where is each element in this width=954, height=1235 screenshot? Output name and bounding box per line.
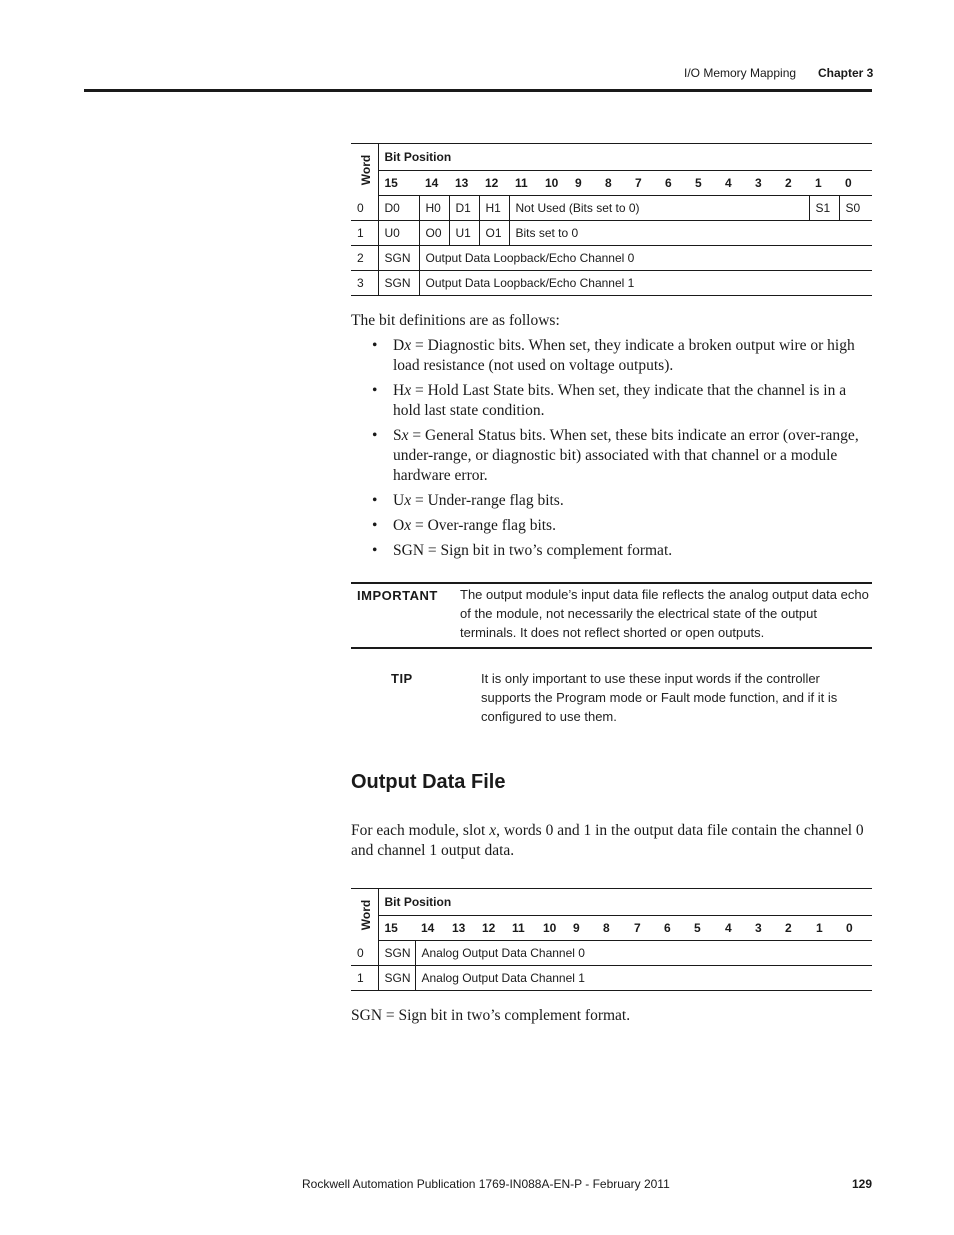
bit-header: 7 <box>628 916 658 941</box>
definitions-intro: The bit definitions are as follows: <box>351 312 560 329</box>
bit-prefix: D <box>393 337 405 354</box>
definitions-list <box>372 336 872 566</box>
bit-header: 12 <box>476 916 506 941</box>
sgn-note: SGN = Sign bit in two’s complement format. <box>351 1007 631 1024</box>
bit-description: = Over-range flag bits. <box>411 517 556 534</box>
cell: D0 <box>378 196 419 221</box>
table-row <box>351 271 872 296</box>
bit-description: = Hold Last State bits. When set, they indicate that the channel is in a hold last state condition. <box>393 382 847 419</box>
cell: Bits set to 0 <box>509 221 872 246</box>
bit-header: 3 <box>749 171 779 196</box>
bit-header: 8 <box>597 916 628 941</box>
bit-header: 15 <box>378 916 415 941</box>
list-item <box>372 491 872 511</box>
bit-header: 2 <box>779 916 810 941</box>
table-row <box>351 246 872 271</box>
bit-header: 14 <box>415 916 446 941</box>
important-text: The output module’s input data file reflects the analog output data echo of the module, not necessarily the electrical state of the output terminals. It does not reflect shorted or open outputs. <box>460 587 869 640</box>
cell: H0 <box>419 196 449 221</box>
paragraph-text: , words 0 and 1 in the output data file contain the channel 0 and channel 1 output data. <box>351 822 864 859</box>
bit-variable: x <box>404 517 412 534</box>
bit-header: 8 <box>599 171 629 196</box>
bit-variable: x <box>404 382 412 399</box>
important-top-rule <box>351 582 872 584</box>
table-row <box>351 221 872 246</box>
list-item <box>372 426 872 486</box>
bit-header: 7 <box>629 171 659 196</box>
bit-description: = Under-range flag bits. <box>411 492 564 509</box>
cell: O1 <box>479 221 509 246</box>
bit-variable: x <box>404 492 412 509</box>
cell: O0 <box>419 221 449 246</box>
bit-description: = Diagnostic bits. When set, they indicate a broken output wire or high load resistance (not used on voltage outputs). <box>393 337 855 374</box>
bit-prefix: H <box>393 382 405 399</box>
table-row <box>351 966 872 991</box>
cell: U1 <box>449 221 479 246</box>
word-header <box>351 144 378 196</box>
word-number: 1 <box>351 966 378 991</box>
cell: SGN <box>378 246 419 271</box>
output-paragraph <box>351 821 872 861</box>
section-title: Output Data File <box>351 771 506 793</box>
cell: D1 <box>449 196 479 221</box>
cell: Output Data Loopback/Echo Channel 1 <box>419 271 872 296</box>
cell: H1 <box>479 196 509 221</box>
bit-header: 4 <box>719 171 749 196</box>
bit-description: = Sign bit in two’s complement format. <box>424 542 673 559</box>
bit-header: 6 <box>658 916 688 941</box>
bit-variable: x <box>404 337 412 354</box>
bit-header: 3 <box>749 916 779 941</box>
cell: Analog Output Data Channel 1 <box>415 966 872 991</box>
footer-publication: Rockwell Automation Publication 1769-IN088A-EN-P - February 2011 <box>302 1177 670 1191</box>
paragraph-text: For each module, slot <box>351 822 490 839</box>
list-item <box>372 516 872 536</box>
bit-variable: x <box>401 427 409 444</box>
table-row <box>351 941 872 966</box>
word-number: 0 <box>351 941 378 966</box>
bit-prefix: S <box>393 427 402 444</box>
bit-header: 11 <box>509 171 539 196</box>
bit-header: 0 <box>839 171 872 196</box>
bit-header: 6 <box>659 171 689 196</box>
cell: Analog Output Data Channel 0 <box>415 941 872 966</box>
cell: S1 <box>809 196 839 221</box>
bit-header: 13 <box>449 171 479 196</box>
tip-label: TIP <box>391 671 413 686</box>
cell: U0 <box>378 221 419 246</box>
word-number: 1 <box>351 221 378 246</box>
bit-position-header: Bit Position <box>378 889 872 916</box>
bit-prefix: SGN <box>393 542 425 559</box>
bit-header: 10 <box>539 171 569 196</box>
bit-header: 5 <box>689 171 719 196</box>
important-label: IMPORTANT <box>357 588 438 603</box>
word-number: 0 <box>351 196 378 221</box>
input-data-table <box>351 143 872 296</box>
bit-header: 4 <box>719 916 749 941</box>
bit-position-header: Bit Position <box>378 144 872 171</box>
word-header <box>351 889 378 941</box>
bit-description: = General Status bits. When set, these bits indicate an error (over-range, under-range, or diagnostic bit) associated with that channel or a module hardware error. <box>393 427 859 484</box>
bit-header: 10 <box>537 916 567 941</box>
bit-header: 0 <box>840 916 872 941</box>
table-row <box>351 196 872 221</box>
important-bottom-rule <box>351 647 872 649</box>
cell: Not Used (Bits set to 0) <box>509 196 809 221</box>
word-number: 2 <box>351 246 378 271</box>
bit-prefix: O <box>393 517 405 534</box>
list-item <box>372 336 872 376</box>
cell: Output Data Loopback/Echo Channel 0 <box>419 246 872 271</box>
bit-header: 2 <box>779 171 809 196</box>
output-data-table <box>351 888 872 991</box>
bit-header: 12 <box>479 171 509 196</box>
cell: SGN <box>378 966 415 991</box>
word-label: Word <box>359 154 374 185</box>
slot-variable: x <box>489 822 497 839</box>
bit-prefix: U <box>393 492 405 509</box>
bit-header: 15 <box>378 171 419 196</box>
bit-header: 1 <box>810 916 840 941</box>
header-rule <box>84 89 872 92</box>
page-number: 129 <box>852 1177 873 1191</box>
word-number: 3 <box>351 271 378 296</box>
header-section-title: I/O Memory Mapping <box>684 66 797 80</box>
bit-header: 14 <box>419 171 449 196</box>
cell: SGN <box>378 941 415 966</box>
header-chapter: Chapter 3 <box>818 66 874 80</box>
bit-header: 13 <box>446 916 476 941</box>
cell: S0 <box>839 196 872 221</box>
tip-text: It is only important to use these input words if the controller supports the Program mode or Fault mode function, and if it is configured to use them. <box>481 671 838 724</box>
bit-header: 5 <box>688 916 719 941</box>
bit-header: 9 <box>567 916 597 941</box>
list-item <box>372 381 872 421</box>
word-label: Word <box>359 899 374 930</box>
cell: SGN <box>378 271 419 296</box>
list-item <box>372 541 872 561</box>
bit-header: 1 <box>809 171 839 196</box>
bit-header: 11 <box>506 916 537 941</box>
bit-header: 9 <box>569 171 599 196</box>
